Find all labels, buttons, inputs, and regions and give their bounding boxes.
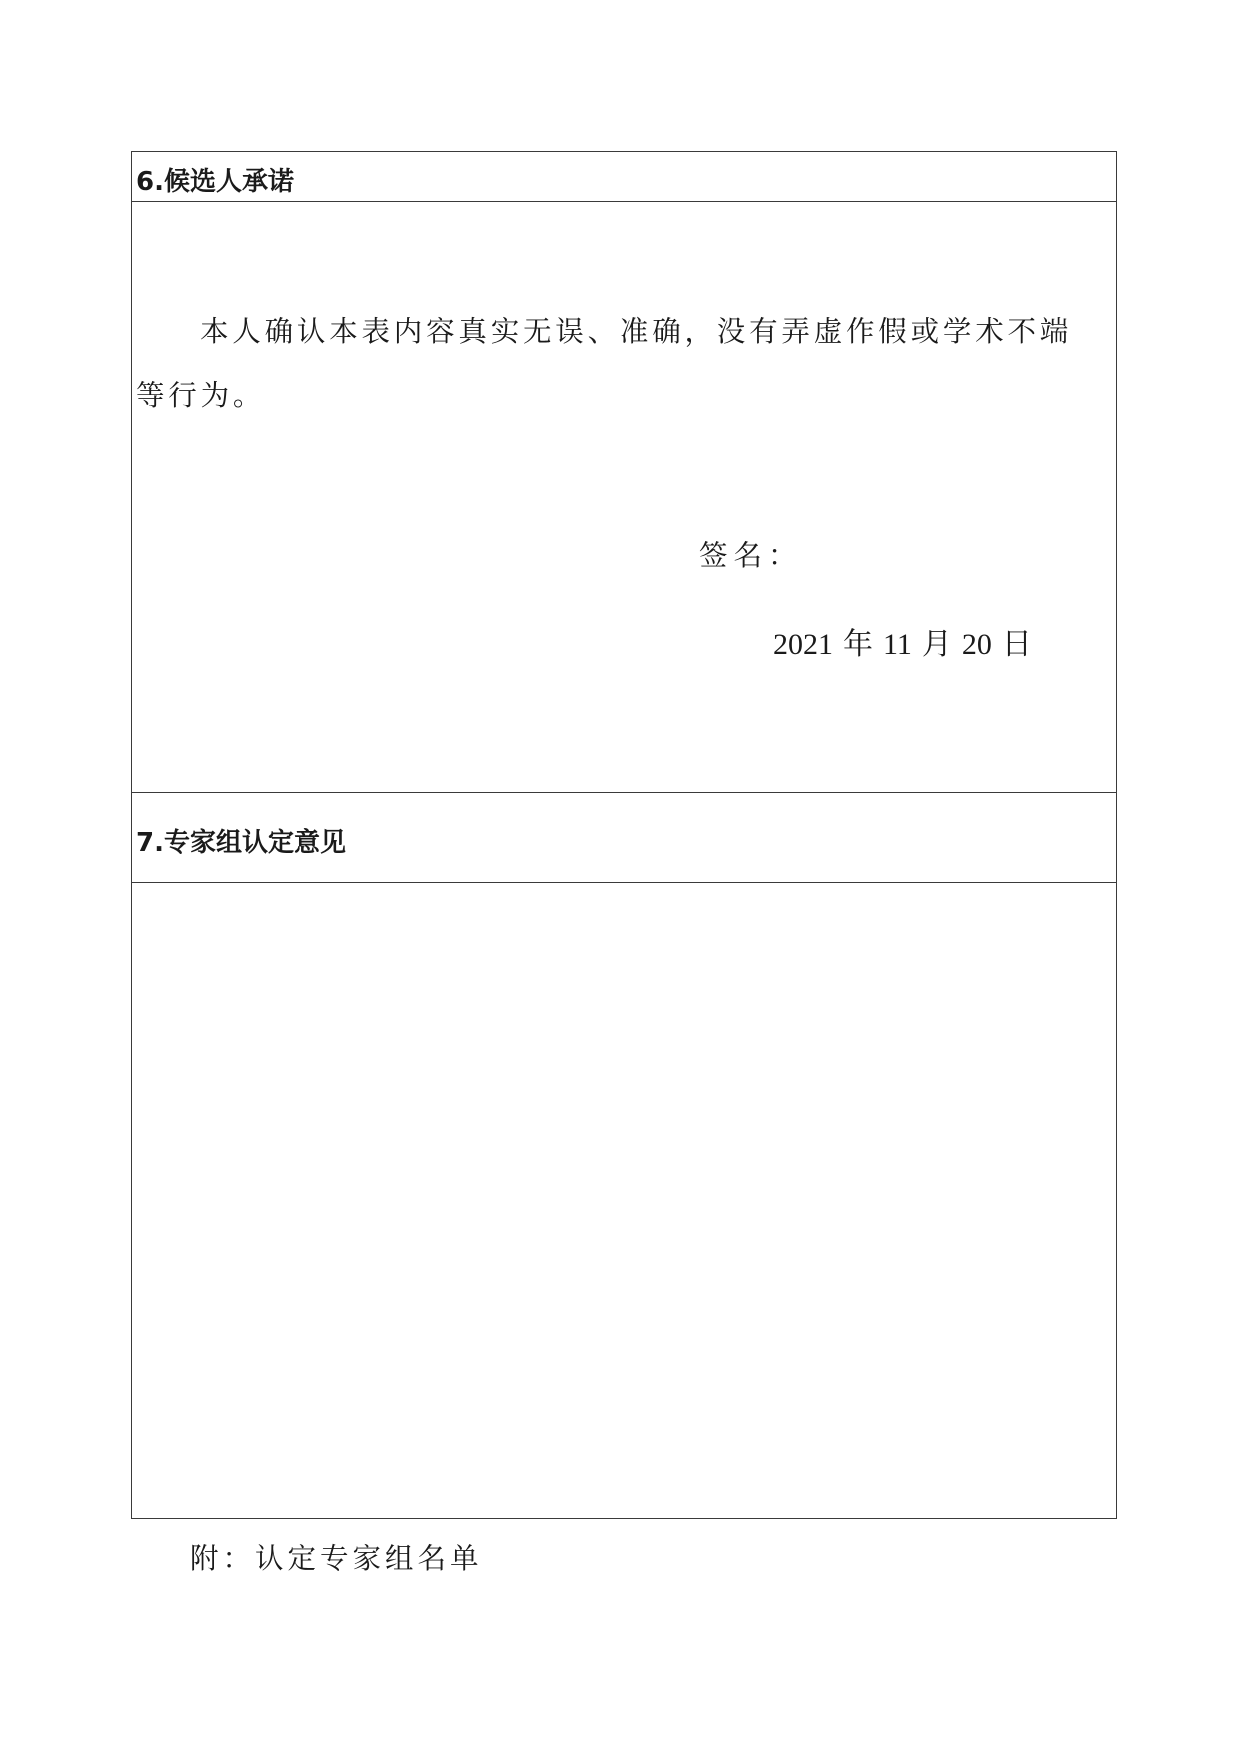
section6-body xyxy=(132,202,1116,793)
section7-header-row xyxy=(132,793,1116,883)
signature-label: 签名： xyxy=(699,539,803,572)
date-month: 11 xyxy=(883,628,912,661)
commitment-statement-line1: 本人确认本表内容真实无误、准确，没有弄虚作假或学术不端 xyxy=(200,315,1073,348)
section7-title: 7.专家组认定意见 xyxy=(136,828,346,858)
section6-header-row xyxy=(132,152,1116,202)
application-form-table xyxy=(131,151,1117,1519)
date-year: 2021 xyxy=(773,628,833,661)
date-month-unit: 月 xyxy=(921,628,952,661)
date-year-unit: 年 xyxy=(843,628,873,661)
attachment-note: 附：认定专家组名单 xyxy=(190,1542,483,1575)
commitment-date xyxy=(773,619,1032,663)
commitment-statement-line2: 等行为。 xyxy=(136,379,266,412)
expert-opinion-area xyxy=(132,883,1116,1518)
date-day-unit: 日 xyxy=(1001,628,1032,661)
section6-title: 6.候选人承诺 xyxy=(136,167,294,197)
date-day: 20 xyxy=(961,628,992,661)
commitment-statement xyxy=(136,300,1108,428)
